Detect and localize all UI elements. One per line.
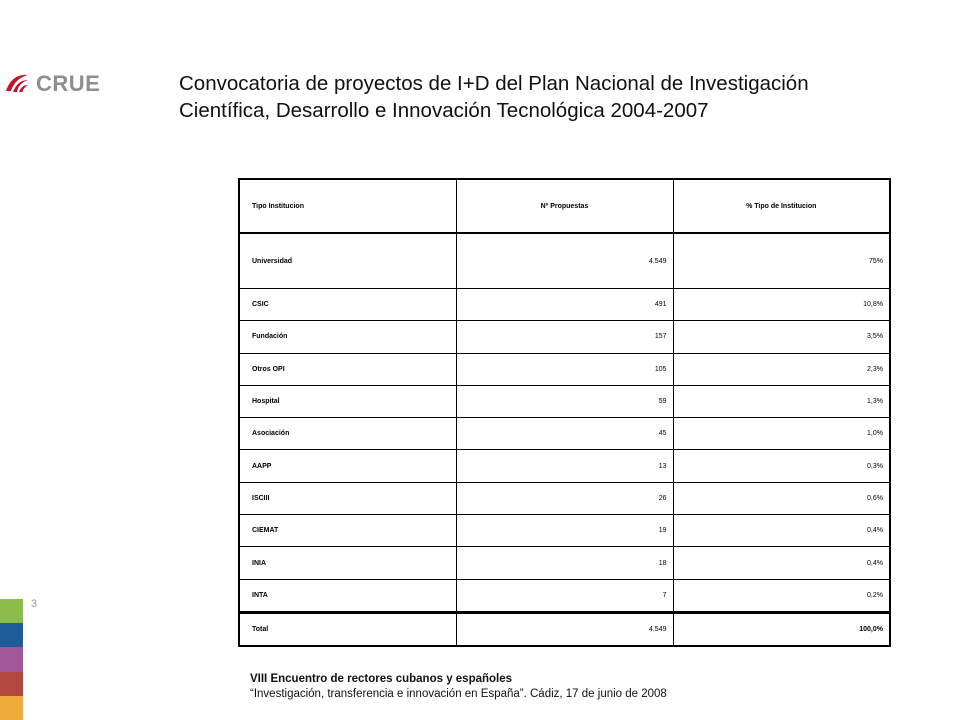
title-line-1: Convocatoria de proyectos de I+D del Plan Nacional de Investigación <box>179 72 809 95</box>
table-row <box>239 450 890 482</box>
row-name: CSIC <box>239 289 456 321</box>
row-name: Otros OPI <box>239 353 456 385</box>
total-count: 4.549 <box>456 612 673 646</box>
row-count: 45 <box>456 418 673 450</box>
title-line-2: Científica, Desarrollo e Innovación Tecnológica 2004-2007 <box>179 99 709 122</box>
header-porcentaje: % Tipo de Institucion <box>673 179 890 233</box>
row-pct: 0,6% <box>673 482 890 514</box>
row-pct: 0,2% <box>673 579 890 612</box>
table-row <box>239 482 890 514</box>
table-header-row <box>239 179 890 233</box>
header-tipo: Tipo Institucion <box>239 179 456 233</box>
row-name: Fundación <box>239 321 456 353</box>
row-count: 26 <box>456 482 673 514</box>
table-row <box>239 515 890 547</box>
row-pct: 75% <box>673 233 890 289</box>
row-name: AAPP <box>239 450 456 482</box>
row-name: INTA <box>239 579 456 612</box>
color-block-green <box>0 599 23 623</box>
footer-line-1: VIII Encuentro de rectores cubanos y españoles <box>250 673 513 685</box>
row-count: 59 <box>456 385 673 417</box>
crue-logo <box>0 66 100 102</box>
table-row <box>239 353 890 385</box>
table-row <box>239 321 890 353</box>
row-count: 13 <box>456 450 673 482</box>
footer <box>250 672 667 702</box>
row-pct: 10,8% <box>673 289 890 321</box>
table-row <box>239 289 890 321</box>
page-number: 3 <box>31 598 38 610</box>
footer-line-2: “Investigación, transferencia e innovación en España”. Cádiz, 17 de junio de 2008 <box>250 688 667 700</box>
row-pct: 0,3% <box>673 450 890 482</box>
row-count: 7 <box>456 579 673 612</box>
row-name: Hospital <box>239 385 456 417</box>
total-name: Total <box>239 612 456 646</box>
row-count: 157 <box>456 321 673 353</box>
row-count: 491 <box>456 289 673 321</box>
row-pct: 3,5% <box>673 321 890 353</box>
color-block-purple <box>0 647 23 671</box>
table-row <box>239 385 890 417</box>
row-name: Universidad <box>239 233 456 289</box>
row-pct: 2,3% <box>673 353 890 385</box>
row-pct: 1,0% <box>673 418 890 450</box>
row-count: 18 <box>456 547 673 579</box>
crue-logo-icon <box>4 71 30 97</box>
table-row <box>239 418 890 450</box>
total-pct: 100,0% <box>673 612 890 646</box>
row-pct: 0,4% <box>673 515 890 547</box>
table-row <box>239 233 890 289</box>
color-block-orange <box>0 696 23 720</box>
page-title <box>179 70 939 124</box>
color-block-brown <box>0 672 23 696</box>
row-name: Asociación <box>239 418 456 450</box>
row-count: 19 <box>456 515 673 547</box>
row-name: INIA <box>239 547 456 579</box>
table-row <box>239 547 890 579</box>
row-pct: 0,4% <box>673 547 890 579</box>
color-bar <box>0 599 23 720</box>
logo-text: CRUE <box>36 71 101 96</box>
header-propuestas: Nº Propuestas <box>456 179 673 233</box>
table-row <box>239 579 890 612</box>
row-name: ISCIII <box>239 482 456 514</box>
row-pct: 1,3% <box>673 385 890 417</box>
row-name: CIEMAT <box>239 515 456 547</box>
row-count: 105 <box>456 353 673 385</box>
color-block-blue <box>0 623 23 647</box>
row-count: 4.549 <box>456 233 673 289</box>
table-total-row <box>239 612 890 646</box>
proposals-table <box>238 178 891 647</box>
